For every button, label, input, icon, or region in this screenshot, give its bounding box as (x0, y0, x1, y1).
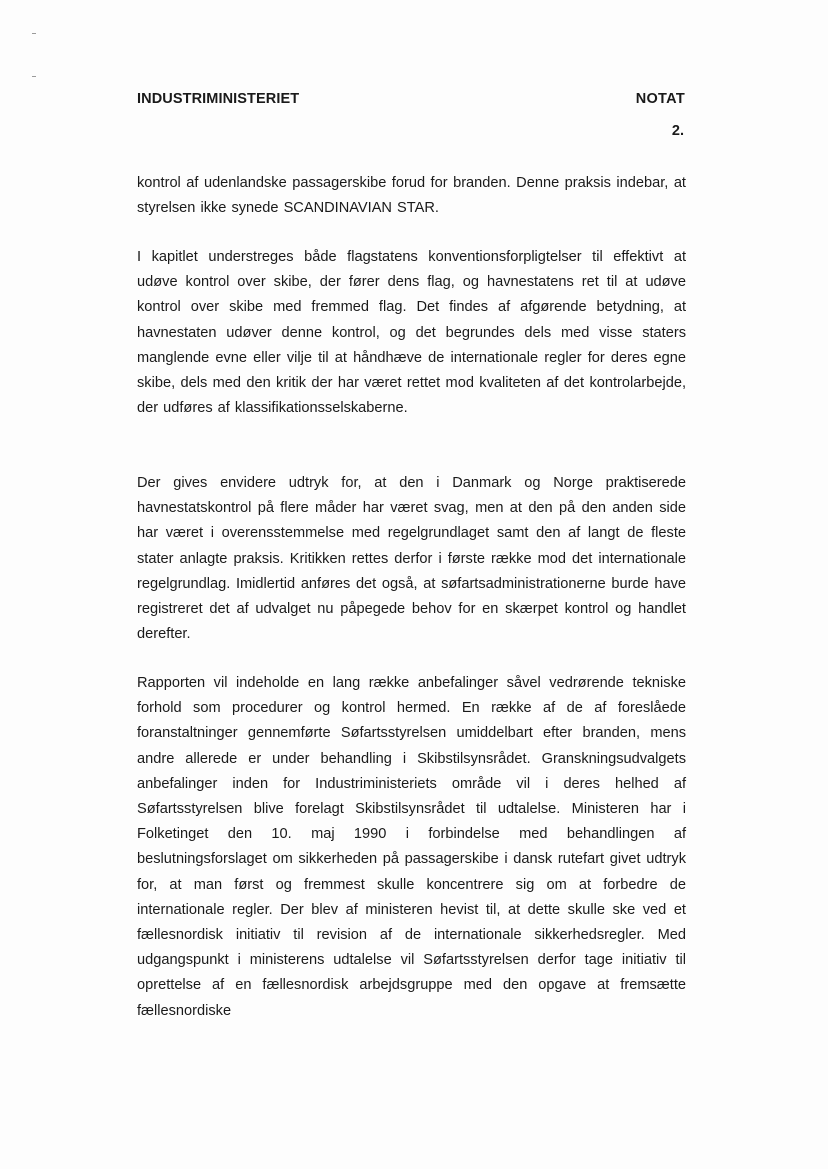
body-paragraph: kontrol af udenlandske passagerskibe forud for branden. Denne praksis indebar, at styrelsen ikke synede SCANDINAVIAN STAR. (137, 175, 686, 217)
scan-speck (32, 76, 36, 77)
document-type-header: NOTAT (635, 91, 685, 107)
page-number: 2. (671, 123, 684, 139)
ministry-header: INDUSTRIMINISTERIET (137, 91, 300, 107)
body-paragraph: Der gives envidere udtryk for, at den i Danmark og Norge praktiserede havnestatskontrol på flere måder har været svag, men at den på den anden side har været i overensstemmelse med regelgrundlaget samt den af langt de fleste stater anlagte praksis. Kritikken rettes derfor i første række mod det internationale regelgrundlag. Imidlertid anføres det også, at søfartsadministrationerne burde have registreret det af udvalget nu påpegede behov for en skærpet kontrol og handlet derefter. (137, 475, 686, 643)
body-paragraph: Rapporten vil indeholde en lang række anbefalinger såvel vedrørende tekniske forhold som procedurer og kontrol hermed. En række af de af foreslåede foranstaltninger gennemførte Søfartsstyrelsen umiddelbart efter branden, mens andre allerede er under behandling i Skibstilsynsrådet. Granskningsudvalgets anbefalinger inden for Industriministeriets område vil i deres helhed af Søfartsstyrelsen blive forelagt Skibstilsynsrådet til udtalelse. Ministeren har i Folketinget den 10. maj 1990 i forbindelse med behandlingen af beslutningsforslaget om sikkerheden på passagerskibe i dansk rutefart givet udtryk for, at man først og fremmest skulle koncentrere sig om at forbedre de internationale regler. Der blev af ministeren hevist til, at dette skulle ske ved et fællesnordisk initiativ til revision af de internationale sikkerhedsregler. Med udgangspunkt i ministerens udtalelse vil Søfartsstyrelsen derfor tage initiativ til oprettelse af en fællesnordisk arbejdsgruppe med den opgave at fremsætte fællesnordiske (137, 675, 686, 1019)
scan-speck (32, 33, 36, 34)
body-paragraph: I kapitlet understreges både flagstatens konventionsforpligtelser til effektivt at udøve kontrol over skibe, der fører dens flag, og havnestatens ret til at udøve kontrol over skibe med fremmed flag. Det findes af afgørende betydning, at havnestaten udøver denne kontrol, og det begrundes dels med visse staters manglende evne eller vilje til at håndhæve de internationale regler for deres egne skibe, dels med den kritik der har været rettet mod kvaliteten af det kontrolarbejde, der udføres af klassifikationsselskaberne. (137, 249, 686, 417)
